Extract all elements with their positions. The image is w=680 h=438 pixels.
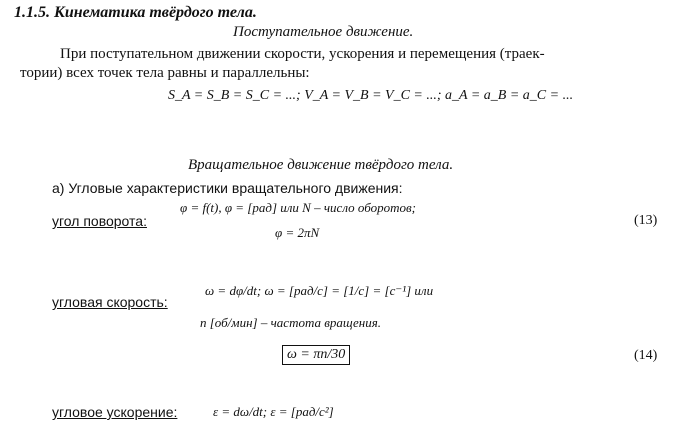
subtitle-translational: Поступательное движение. <box>233 24 414 40</box>
equation-number-14: (14) <box>634 348 658 363</box>
formula-angle-1: φ = f(t), φ = [рад] или N – число оборотов; <box>180 200 416 215</box>
formula-velocity: ω = dφ/dt; ω = [рад/c] = [1/c] = [c⁻¹] или <box>205 283 434 298</box>
item-a-heading: а) Угловые характеристики вращательного движения: <box>52 180 403 196</box>
label-acceleration: угловое ускорение: <box>52 404 178 420</box>
label-velocity: угловая скорость: <box>52 294 168 310</box>
paragraph-line-1: При поступательном движении скорости, ускорения и перемещения (траек- <box>60 46 545 62</box>
subtitle-rotational: Вращательное движение твёрдого тела. <box>188 157 454 173</box>
paragraph-line-2: тории) всех точек тела равны и параллельны: <box>20 65 310 81</box>
equation-number-13: (13) <box>634 213 658 228</box>
section-title: 1.1.5. Кинематика твёрдого тела. <box>14 4 257 21</box>
formula-angle-2: φ = 2πN <box>275 225 320 240</box>
formula-translational: S_A = S_B = S_C = ...; V_A = V_B = V_C = ...; a_A = a_B = a_C = ... <box>168 88 574 103</box>
formula-acceleration: ε = dω/dt; ε = [рад/c²] <box>213 404 334 419</box>
label-angle: угол поворота: <box>52 213 147 229</box>
formula-frequency: n [об/мин] – частота вращения. <box>200 315 382 330</box>
formula-boxed: ω = πn/30 <box>282 345 350 365</box>
